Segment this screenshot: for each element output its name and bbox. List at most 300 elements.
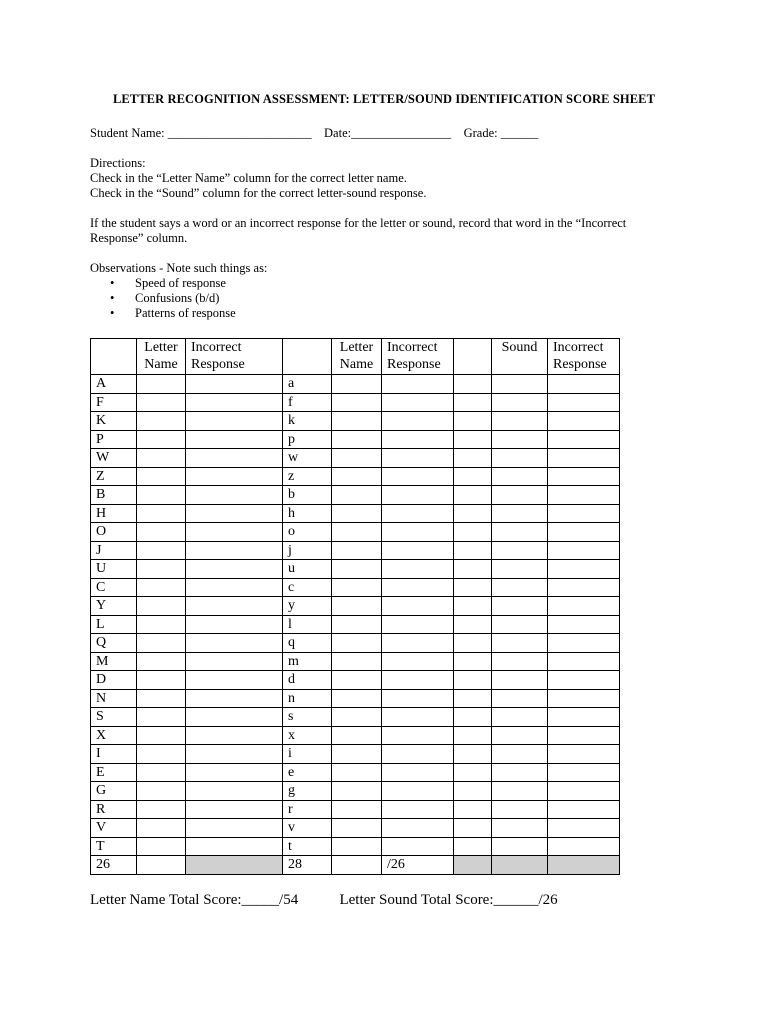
incorrect-response-cell[interactable]: [382, 597, 454, 616]
incorrect-response-cell[interactable]: [548, 375, 620, 394]
letter-name-check-cell[interactable]: [137, 800, 186, 819]
incorrect-response-cell[interactable]: [186, 393, 283, 412]
incorrect-response-cell[interactable]: [548, 504, 620, 523]
incorrect-response-cell[interactable]: [382, 449, 454, 468]
sound-check-cell[interactable]: [492, 652, 548, 671]
grade-field[interactable]: Grade: ______: [463, 126, 539, 140]
letter-name-check-cell[interactable]: [137, 597, 186, 616]
sound-check-cell[interactable]: [492, 430, 548, 449]
lowercase-letter-cell: j: [283, 541, 332, 560]
uppercase-count-cell: 26: [91, 856, 137, 875]
sound-check-cell[interactable]: [492, 671, 548, 690]
sound-letter-cell: [454, 726, 492, 745]
list-item: • Patterns of response: [110, 306, 236, 320]
incorrect-response-cell[interactable]: [548, 560, 620, 579]
lowercase-letter-cell: n: [283, 689, 332, 708]
uppercase-letter-cell: K: [91, 412, 137, 431]
sound-letter-cell: [454, 412, 492, 431]
incorrect-response-cell[interactable]: [382, 745, 454, 764]
bullet-icon: •: [110, 276, 115, 290]
uppercase-letter-cell: W: [91, 449, 137, 468]
observations-list: [90, 276, 267, 321]
incorrect-response-cell[interactable]: [382, 467, 454, 486]
uppercase-letter-cell: J: [91, 541, 137, 560]
incorrect-response-cell[interactable]: [548, 467, 620, 486]
letter-name-check-cell[interactable]: [332, 689, 382, 708]
lowercase-letter-cell: l: [283, 615, 332, 634]
letter-name-check-cell[interactable]: [137, 560, 186, 579]
table-row: [91, 504, 620, 523]
incorrect-response-cell[interactable]: [382, 375, 454, 394]
score-totals: [90, 892, 558, 909]
incorrect-response-cell[interactable]: [186, 412, 283, 431]
table-row: [91, 486, 620, 505]
letter-name-check-cell[interactable]: [332, 412, 382, 431]
letter-name-check-cell[interactable]: [332, 708, 382, 727]
incorrect-response-cell[interactable]: [548, 597, 620, 616]
table-totals-row: [91, 856, 620, 875]
letter-name-check-cell[interactable]: [137, 615, 186, 634]
bullet-icon: •: [110, 306, 115, 320]
incorrect-response-cell[interactable]: [186, 541, 283, 560]
shaded-cell: [186, 856, 283, 875]
lowercase-letter-cell: a: [283, 375, 332, 394]
table-row: [91, 523, 620, 542]
table-row: [91, 671, 620, 690]
incorrect-response-cell[interactable]: [186, 782, 283, 801]
sound-check-cell[interactable]: [492, 541, 548, 560]
lowercase-letter-cell: z: [283, 467, 332, 486]
letter-name-check-cell[interactable]: [332, 449, 382, 468]
lowercase-letter-cell: m: [283, 652, 332, 671]
incorrect-response-cell[interactable]: [382, 708, 454, 727]
sound-check-cell[interactable]: [492, 800, 548, 819]
sound-letter-cell: [454, 486, 492, 505]
incorrect-response-cell[interactable]: [548, 800, 620, 819]
sound-letter-cell: [454, 541, 492, 560]
letter-name-check-cell[interactable]: [137, 393, 186, 412]
letter-name-check-cell[interactable]: [332, 837, 382, 856]
incorrect-response-cell[interactable]: [548, 615, 620, 634]
lowercase-letter-cell: i: [283, 745, 332, 764]
uppercase-letter-cell: B: [91, 486, 137, 505]
score-table-body: [91, 375, 620, 875]
table-row: [91, 560, 620, 579]
incorrect-response-cell[interactable]: [548, 578, 620, 597]
letter-name-check-cell[interactable]: [332, 652, 382, 671]
lowercase-letter-cell: u: [283, 560, 332, 579]
table-row: [91, 763, 620, 782]
sound-check-cell[interactable]: [492, 467, 548, 486]
letter-name-check-cell[interactable]: [137, 819, 186, 838]
incorrect-response-cell[interactable]: [186, 763, 283, 782]
table-row: [91, 819, 620, 838]
lowercase-letter-cell: v: [283, 819, 332, 838]
shaded-cell: [548, 856, 620, 875]
incorrect-response-cell[interactable]: [548, 634, 620, 653]
sound-letter-cell: [454, 782, 492, 801]
incorrect-response-cell[interactable]: [186, 523, 283, 542]
sound-letter-cell: [454, 819, 492, 838]
incorrect-response-cell[interactable]: [548, 412, 620, 431]
incorrect-response-note: If the student says a word or an incorrect response for the letter or sound, record that word in the “Incorrect Response” column.: [90, 216, 627, 245]
sound-check-cell[interactable]: [492, 375, 548, 394]
observations-heading: Observations - Note such things as:: [90, 261, 268, 275]
incorrect-response-header-lower: Incorrect Response: [382, 339, 454, 375]
sound-letter-cell: [454, 430, 492, 449]
sound-check-cell[interactable]: [492, 597, 548, 616]
letter-name-check-cell[interactable]: [137, 541, 186, 560]
directions-heading: Directions:: [90, 156, 146, 170]
letter-name-check-cell[interactable]: [137, 486, 186, 505]
letter-name-check-cell[interactable]: [332, 504, 382, 523]
table-row: [91, 393, 620, 412]
sound-check-cell[interactable]: [492, 763, 548, 782]
letter-name-check-cell[interactable]: [137, 726, 186, 745]
directions-block: [90, 156, 426, 201]
table-row: [91, 745, 620, 764]
lowercase-letter-cell: w: [283, 449, 332, 468]
table-row: [91, 615, 620, 634]
lowercase-letter-cell: f: [283, 393, 332, 412]
incorrect-response-cell[interactable]: [186, 671, 283, 690]
incorrect-response-cell[interactable]: [382, 782, 454, 801]
sound-check-cell[interactable]: [492, 745, 548, 764]
letter-name-check-cell[interactable]: [332, 615, 382, 634]
incorrect-response-cell[interactable]: [186, 504, 283, 523]
table-row: [91, 597, 620, 616]
letter-name-check-cell[interactable]: [137, 375, 186, 394]
letter-name-header-lower: Letter Name: [332, 339, 382, 375]
shaded-cell: [492, 856, 548, 875]
letter-name-check-cell[interactable]: [332, 726, 382, 745]
incorrect-response-header-sound: Incorrect Response: [548, 339, 620, 375]
incorrect-response-cell[interactable]: [382, 819, 454, 838]
lowercase-letter-cell: x: [283, 726, 332, 745]
uppercase-letter-cell: H: [91, 504, 137, 523]
letter-name-total-cell[interactable]: [137, 856, 186, 875]
sound-check-cell[interactable]: [492, 689, 548, 708]
incorrect-response-cell[interactable]: [382, 412, 454, 431]
letter-name-check-cell[interactable]: [332, 467, 382, 486]
sound-check-cell[interactable]: [492, 708, 548, 727]
letter-name-check-cell[interactable]: [137, 504, 186, 523]
sound-letter-cell: [454, 689, 492, 708]
sound-letter-cell: [454, 560, 492, 579]
incorrect-response-cell[interactable]: [382, 560, 454, 579]
incorrect-response-cell[interactable]: [186, 597, 283, 616]
table-row: [91, 467, 620, 486]
incorrect-response-cell[interactable]: [382, 634, 454, 653]
incorrect-response-cell[interactable]: [186, 634, 283, 653]
table-row: [91, 708, 620, 727]
uppercase-letter-cell: O: [91, 523, 137, 542]
letter-name-check-cell[interactable]: [137, 467, 186, 486]
letter-name-check-cell[interactable]: [332, 597, 382, 616]
incorrect-response-cell[interactable]: [382, 393, 454, 412]
list-item: • Speed of response: [110, 276, 226, 290]
letter-name-check-cell[interactable]: [137, 745, 186, 764]
letter-name-check-cell[interactable]: [137, 689, 186, 708]
letter-name-check-cell[interactable]: [137, 449, 186, 468]
incorrect-response-cell[interactable]: [382, 430, 454, 449]
sound-check-cell[interactable]: [492, 393, 548, 412]
sound-check-cell[interactable]: [492, 523, 548, 542]
incorrect-response-cell[interactable]: [548, 837, 620, 856]
sound-letter-cell: [454, 763, 492, 782]
list-item: • Confusions (b/d): [110, 291, 220, 305]
uppercase-letter-cell: T: [91, 837, 137, 856]
lowercase-letter-cell: b: [283, 486, 332, 505]
letter-name-check-cell[interactable]: [332, 763, 382, 782]
uppercase-letter-cell: V: [91, 819, 137, 838]
incorrect-response-cell[interactable]: [186, 560, 283, 579]
letter-name-total-cell[interactable]: [332, 856, 382, 875]
incorrect-response-cell[interactable]: [548, 745, 620, 764]
lowercase-letter-cell: d: [283, 671, 332, 690]
incorrect-response-cell[interactable]: [382, 800, 454, 819]
letter-name-check-cell[interactable]: [332, 486, 382, 505]
uppercase-letter-cell: F: [91, 393, 137, 412]
table-row: [91, 800, 620, 819]
incorrect-response-cell[interactable]: [382, 578, 454, 597]
uppercase-letter-cell: Z: [91, 467, 137, 486]
table-header-row: [91, 339, 620, 375]
sound-letter-cell: [454, 634, 492, 653]
uppercase-letter-cell: G: [91, 782, 137, 801]
incorrect-response-cell[interactable]: [382, 486, 454, 505]
letter-name-check-cell[interactable]: [137, 837, 186, 856]
table-row: [91, 837, 620, 856]
uppercase-letter-cell: S: [91, 708, 137, 727]
letter-name-check-cell[interactable]: [137, 634, 186, 653]
letter-name-check-cell[interactable]: [137, 412, 186, 431]
lowercase-count-cell: 28: [283, 856, 332, 875]
sound-letter-cell: [454, 597, 492, 616]
lowercase-letter-cell: y: [283, 597, 332, 616]
incorrect-response-header-upper: Incorrect Response: [186, 339, 283, 375]
lowercase-letter-cell: p: [283, 430, 332, 449]
letter-name-check-cell[interactable]: [332, 782, 382, 801]
letter-name-check-cell[interactable]: [137, 782, 186, 801]
incorrect-response-cell[interactable]: [548, 393, 620, 412]
lowercase-letter-cell: e: [283, 763, 332, 782]
student-name-field[interactable]: Student Name: _______________________: [90, 126, 312, 140]
sound-letter-cell: [454, 837, 492, 856]
table-row: [91, 634, 620, 653]
incorrect-response-cell[interactable]: [186, 800, 283, 819]
incorrect-response-cell[interactable]: [548, 541, 620, 560]
table-row: [91, 375, 620, 394]
lowercase-letter-cell: s: [283, 708, 332, 727]
uppercase-letter-cell: A: [91, 375, 137, 394]
uppercase-letter-cell: N: [91, 689, 137, 708]
sound-check-cell[interactable]: [492, 504, 548, 523]
sound-letter-cell: [454, 652, 492, 671]
sound-letter-cell: [454, 615, 492, 634]
uppercase-letter-cell: E: [91, 763, 137, 782]
letter-name-check-cell[interactable]: [137, 652, 186, 671]
incorrect-response-cell[interactable]: [548, 763, 620, 782]
incorrect-response-cell[interactable]: [186, 745, 283, 764]
incorrect-response-cell[interactable]: [548, 449, 620, 468]
incorrect-response-cell[interactable]: [186, 837, 283, 856]
incorrect-response-cell[interactable]: [186, 486, 283, 505]
letter-name-total-score[interactable]: Letter Name Total Score:_____/54: [90, 892, 299, 908]
incorrect-response-cell[interactable]: [548, 652, 620, 671]
lowercase-letter-cell: h: [283, 504, 332, 523]
table-row: [91, 782, 620, 801]
incorrect-response-cell[interactable]: [382, 615, 454, 634]
sound-letter-cell: [454, 745, 492, 764]
uppercase-letter-cell: R: [91, 800, 137, 819]
letter-name-check-cell[interactable]: [137, 523, 186, 542]
uppercase-letter-cell: U: [91, 560, 137, 579]
table-row: [91, 689, 620, 708]
observations-block: [90, 261, 267, 321]
date-field[interactable]: Date:________________: [324, 126, 452, 140]
letter-name-check-cell[interactable]: [332, 430, 382, 449]
incorrect-response-cell[interactable]: [382, 689, 454, 708]
lowercase-letter-cell: c: [283, 578, 332, 597]
letter-name-check-cell[interactable]: [332, 393, 382, 412]
table-row: [91, 412, 620, 431]
letter-name-header-upper: Letter Name: [137, 339, 186, 375]
bullet-icon: •: [110, 291, 115, 305]
sound-check-cell[interactable]: [492, 412, 548, 431]
letter-name-check-cell[interactable]: [137, 578, 186, 597]
page-title: LETTER RECOGNITION ASSESSMENT: LETTER/SOUND IDENTIFICATION SCORE SHEET: [112, 92, 656, 106]
lowercase-letter-cell: o: [283, 523, 332, 542]
incorrect-response-cell[interactable]: [382, 652, 454, 671]
uppercase-letter-cell: L: [91, 615, 137, 634]
letter-name-check-cell[interactable]: [332, 745, 382, 764]
uppercase-letter-cell: Y: [91, 597, 137, 616]
table-row: [91, 449, 620, 468]
incorrect-response-cell[interactable]: [548, 726, 620, 745]
incorrect-response-cell[interactable]: [548, 708, 620, 727]
sound-check-cell[interactable]: [492, 615, 548, 634]
uppercase-letter-cell: X: [91, 726, 137, 745]
letter-name-check-cell[interactable]: [137, 708, 186, 727]
incorrect-response-cell[interactable]: [382, 671, 454, 690]
incorrect-response-cell[interactable]: [548, 486, 620, 505]
incorrect-response-cell[interactable]: [548, 671, 620, 690]
letter-name-check-cell[interactable]: [137, 763, 186, 782]
incorrect-response-cell[interactable]: [548, 430, 620, 449]
sound-letter-header: [454, 339, 492, 375]
sound-count-cell: /26: [382, 856, 454, 875]
sound-letter-cell: [454, 523, 492, 542]
sound-letter-cell: [454, 375, 492, 394]
table-row: [91, 430, 620, 449]
incorrect-response-cell[interactable]: [382, 726, 454, 745]
score-table: [90, 338, 620, 875]
sound-check-cell[interactable]: [492, 449, 548, 468]
sound-letter-cell: [454, 671, 492, 690]
uppercase-letter-header: [91, 339, 137, 375]
letter-name-check-cell[interactable]: [332, 634, 382, 653]
incorrect-response-cell[interactable]: [186, 726, 283, 745]
table-row: [91, 541, 620, 560]
letter-name-check-cell[interactable]: [332, 671, 382, 690]
shaded-cell: [454, 856, 492, 875]
sound-letter-cell: [454, 449, 492, 468]
incorrect-response-cell[interactable]: [186, 375, 283, 394]
incorrect-response-cell[interactable]: [548, 782, 620, 801]
table-row: [91, 578, 620, 597]
sound-check-cell[interactable]: [492, 634, 548, 653]
letter-name-check-cell[interactable]: [332, 578, 382, 597]
student-info-line: [90, 126, 538, 141]
letter-name-check-cell[interactable]: [332, 541, 382, 560]
table-row: [91, 652, 620, 671]
sound-check-cell[interactable]: [492, 578, 548, 597]
sound-check-cell[interactable]: [492, 837, 548, 856]
lowercase-letter-header: [283, 339, 332, 375]
lowercase-letter-cell: t: [283, 837, 332, 856]
incorrect-response-cell[interactable]: [186, 430, 283, 449]
letter-name-check-cell[interactable]: [332, 560, 382, 579]
directions-line-2: Check in the “Sound” column for the correct letter-sound response.: [90, 186, 427, 200]
lowercase-letter-cell: q: [283, 634, 332, 653]
uppercase-letter-cell: D: [91, 671, 137, 690]
incorrect-response-cell[interactable]: [186, 689, 283, 708]
lowercase-letter-cell: g: [283, 782, 332, 801]
letter-sound-total-score[interactable]: Letter Sound Total Score:______/26: [339, 892, 558, 908]
sound-letter-cell: [454, 504, 492, 523]
lowercase-letter-cell: k: [283, 412, 332, 431]
sound-letter-cell: [454, 800, 492, 819]
letter-name-check-cell[interactable]: [137, 430, 186, 449]
incorrect-response-cell[interactable]: [382, 541, 454, 560]
uppercase-letter-cell: I: [91, 745, 137, 764]
letter-name-check-cell[interactable]: [332, 375, 382, 394]
incorrect-response-cell[interactable]: [186, 652, 283, 671]
sound-letter-cell: [454, 578, 492, 597]
letter-name-check-cell[interactable]: [332, 523, 382, 542]
sound-letter-cell: [454, 393, 492, 412]
letter-name-check-cell[interactable]: [332, 800, 382, 819]
incorrect-response-cell[interactable]: [548, 523, 620, 542]
incorrect-response-cell[interactable]: [382, 504, 454, 523]
lowercase-letter-cell: r: [283, 800, 332, 819]
uppercase-letter-cell: Q: [91, 634, 137, 653]
uppercase-letter-cell: C: [91, 578, 137, 597]
sound-check-cell[interactable]: [492, 819, 548, 838]
incorrect-response-cell[interactable]: [186, 708, 283, 727]
sound-check-cell[interactable]: [492, 486, 548, 505]
incorrect-response-cell[interactable]: [186, 819, 283, 838]
incorrect-response-cell[interactable]: [186, 449, 283, 468]
uppercase-letter-cell: M: [91, 652, 137, 671]
letter-name-check-cell[interactable]: [137, 671, 186, 690]
incorrect-response-cell[interactable]: [186, 578, 283, 597]
incorrect-response-cell[interactable]: [186, 615, 283, 634]
incorrect-response-cell[interactable]: [186, 467, 283, 486]
incorrect-response-cell[interactable]: [548, 819, 620, 838]
sound-header: Sound: [492, 339, 548, 375]
sound-check-cell[interactable]: [492, 782, 548, 801]
directions-line-1: Check in the “Letter Name” column for the correct letter name.: [90, 171, 407, 185]
incorrect-response-cell[interactable]: [382, 837, 454, 856]
sound-check-cell[interactable]: [492, 560, 548, 579]
letter-name-check-cell[interactable]: [332, 819, 382, 838]
incorrect-response-cell[interactable]: [548, 689, 620, 708]
sound-check-cell[interactable]: [492, 726, 548, 745]
incorrect-response-cell[interactable]: [382, 523, 454, 542]
incorrect-response-cell[interactable]: [382, 763, 454, 782]
